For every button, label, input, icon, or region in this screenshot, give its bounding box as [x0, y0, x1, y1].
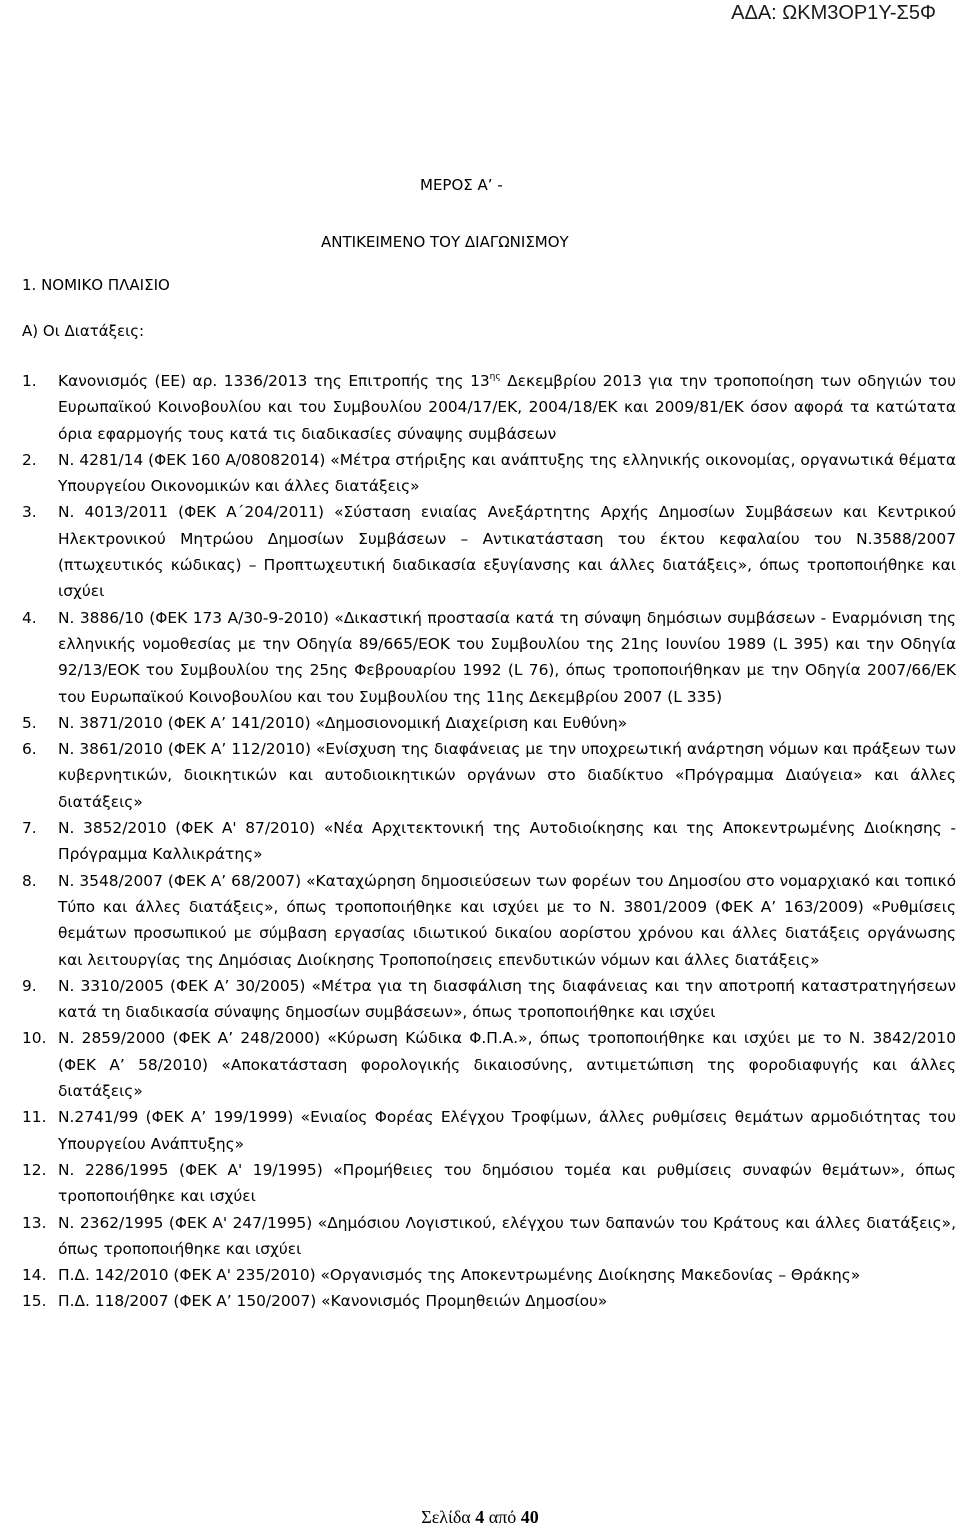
item-number: 1.	[22, 372, 37, 390]
item-number: 7.	[22, 819, 37, 838]
list-item	[22, 973, 956, 1026]
item-number: 9.	[22, 976, 37, 995]
ada-code: ΑΔΑ: ΩΚΜ3ΟΡ1Υ-Σ5Φ	[731, 2, 936, 24]
item-text: Ν. 3871/2010 (ΦΕΚ Α’ 141/2010) «Δημοσιονομική Διαχείριση και Ευθύνη»	[58, 713, 628, 732]
list-item	[22, 736, 956, 815]
list-item	[22, 1104, 956, 1157]
item-text: Ν.2741/99 (ΦΕΚ Α’ 199/1999) «Ενιαίος Φορέας Ελέγχου Τροφίμων, άλλες ρυθμίσεις θεμάτων αρμοδιότητας του Υπουργείου Ανάπτυξης»	[58, 1108, 956, 1153]
page-current: 4	[475, 1507, 485, 1527]
provisions-list	[22, 368, 956, 1315]
item-number: 4.	[22, 608, 37, 627]
item-text: Ν. 3852/2010 (ΦΕΚ Α' 87/2010) «Νέα Αρχιτεκτονική της Αυτοδιοίκησης και της Αποκεντρωμένης Διοίκησης - Πρόγραμμα Καλλικράτης»	[58, 819, 956, 864]
item-number: 11.	[22, 1108, 47, 1127]
item-text: Ν. 2362/1995 (ΦΕΚ Α' 247/1995) «Δημόσιου Λογιστικού, ελέγχου των δαπανών του Κράτους και άλλες διατάξεις», όπως τροποποιήθηκε και ισχύει	[58, 1213, 956, 1258]
page-word: Σελίδα	[421, 1507, 471, 1527]
list-item	[22, 868, 956, 973]
list-item	[22, 447, 956, 500]
item-number: 12.	[22, 1160, 47, 1179]
item-number: 6.	[22, 740, 37, 759]
item-number: 13.	[22, 1213, 47, 1232]
list-item	[22, 1157, 956, 1210]
list-item	[22, 1025, 956, 1104]
item-text: Κανονισμός (ΕΕ) αρ. 1336/2013 της Επιτροπής της 13	[58, 372, 490, 390]
chapter-title: 1. ΝΟΜΙΚΟ ΠΛΑΙΣΙΟ	[22, 276, 170, 294]
item-number: 15.	[22, 1292, 47, 1311]
part-title: ΜΕΡΟΣ Α’ -	[420, 176, 503, 194]
item-text: Ν. 3548/2007 (ΦΕΚ Α’ 68/2007) «Καταχώρηση δημοσιεύσεων των φορέων του Δημοσίου στο νομαρχιακό και τοπικό Τύπο και άλλες διατάξεις», όπως τροποποιήθηκε και ισχύει με το Ν. 3801/2009 (ΦΕΚ Α’ 163/2009) «Ρυθμίσεις θεμάτων προσωπικού με σύμβαση εργασίας ιδιωτικού δικαίου αορίστου χρόνου και άλλες διατάξεις οργάνωσης και λειτουργίας της Δημόσιας Διοίκησης Τροποποίησεις επενδυτικών νόμων και άλλες διατάξεις»	[58, 871, 956, 969]
page-of: από	[488, 1507, 517, 1527]
subject-title: ΑΝΤΙΚΕΙΜΕΝΟ ΤΟΥ ΔΙΑΓΩΝΙΣΜΟΥ	[321, 233, 569, 251]
item-text: Ν. 3886/10 (ΦΕΚ 173 Α/30-9-2010) «Δικαστική προστασία κατά τη σύναψη δημόσιων συμβάσεων - Εναρμόνιση της ελληνικής νομοθεσίας με την Οδηγία 89/665/ΕΟΚ του Συμβουλίου της 21ης Ιουνίου 1989 (L 395) και την Οδηγία 92/13/ΕΟΚ του Συμβουλίου της 25ης Φεβρουαρίου 1992 (L 76), όπως τροποποιήθηκαν με την Οδηγία 2007/66/ΕΚ του Ευρωπαϊκού Κοινοβουλίου και του Συμβουλίου της 11ης Δεκεμβρίου 2007 (L 335)	[58, 608, 956, 706]
item-text-cont: Δεκεμβρίου 2013 για την τροποποίηση των οδηγιών του Ευρωπαϊκού Κοινοβουλίου και του Συμβουλίου 2004/17/ΕΚ, 2004/18/ΕΚ και 2009/81/ΕΚ όσον αφορά τα κατώτατα όρια εφαρμογής τους κατά τις διαδικασίες σύναψης συμβάσεων	[58, 372, 956, 443]
ordinal-suffix: ης	[489, 372, 501, 382]
item-number: 3.	[22, 503, 37, 522]
list-item	[22, 815, 956, 868]
item-text: Ν. 4281/14 (ΦΕΚ 160 Α/08082014) «Μέτρα στήριξης και ανάπτυξης της ελληνικής οικονομίας, οργανωτικά θέματα Υπουργείου Οικονομικών και άλλες διατάξεις»	[58, 450, 956, 496]
list-item	[22, 1262, 956, 1288]
list-item	[22, 368, 956, 447]
page-total: 40	[520, 1507, 539, 1527]
page-number	[0, 1507, 960, 1528]
list-item	[22, 605, 956, 710]
list-item	[22, 1288, 956, 1314]
item-number: 2.	[22, 450, 37, 469]
subsection-title: Α) Οι Διατάξεις:	[22, 322, 145, 340]
item-text: Ν. 3310/2005 (ΦΕΚ Α’ 30/2005) «Μέτρα για τη διασφάλιση της διαφάνειας και την αποτροπή καταστρατηγήσεων κατά τη διαδικασία σύναψης δημοσίων συμβάσεων», όπως τροποποιήθηκε και ισχύει	[58, 976, 956, 1022]
item-text: Ν. 4013/2011 (ΦΕΚ Α΄204/2011) «Σύσταση ενιαίας Ανεξάρτητης Αρχής Δημοσίων Συμβάσεων και Κεντρικού Ηλεκτρονικού Μητρώου Δημοσίων Συμβάσεων – Αντικατάσταση του έκτου κεφαλαίου του Ν.3588/2007 (πτωχευτικός κώδικας) – Προπτωχευτική διαδικασία εξυγίανσης και άλλες διατάξεις», όπως τροποποιήθηκε και ισχύει	[58, 503, 956, 601]
list-item	[22, 499, 956, 604]
item-number: 5.	[22, 713, 37, 732]
list-item	[22, 1210, 956, 1263]
item-text: Π.Δ. 118/2007 (ΦΕΚ Α’ 150/2007) «Κανονισμός Προμηθειών Δημοσίου»	[58, 1292, 608, 1311]
item-text: Π.Δ. 142/2010 (ΦΕΚ Α' 235/2010) «Οργανισμός της Αποκεντρωμένης Διοίκησης Μακεδονίας – Θράκης»	[58, 1266, 861, 1285]
item-text: Ν. 3861/2010 (ΦΕΚ Α’ 112/2010) «Ενίσχυση της διαφάνειας με την υποχρεωτική ανάρτηση νόμων και πράξεων των κυβερνητικών, διοικητικών και αυτοδιοικητικών οργάνων στο διαδίκτυο «Πρόγραμμα Διαύγεια» και άλλες διατάξεις»	[58, 740, 956, 811]
item-number: 8.	[22, 871, 37, 890]
list-item	[22, 710, 956, 736]
item-number: 14.	[22, 1266, 47, 1285]
item-text: Ν. 2286/1995 (ΦΕΚ Α' 19/1995) «Προμήθειες του δημόσιου τομέα και ρυθμίσεις συναφών θεμάτων», όπως τροποποιήθηκε και ισχύει	[58, 1160, 956, 1206]
item-number: 10.	[22, 1029, 47, 1048]
item-text: Ν. 2859/2000 (ΦΕΚ Α’ 248/2000) «Κύρωση Κώδικα Φ.Π.Α.», όπως τροποποιήθηκε και ισχύει με το Ν. 3842/2010 (ΦΕΚ Α’ 58/2010) «Αποκατάσταση φορολογικής δικαιοσύνης, αντιμετώπιση της φοροδιαφυγής και άλλες διατάξεις»	[58, 1029, 956, 1101]
